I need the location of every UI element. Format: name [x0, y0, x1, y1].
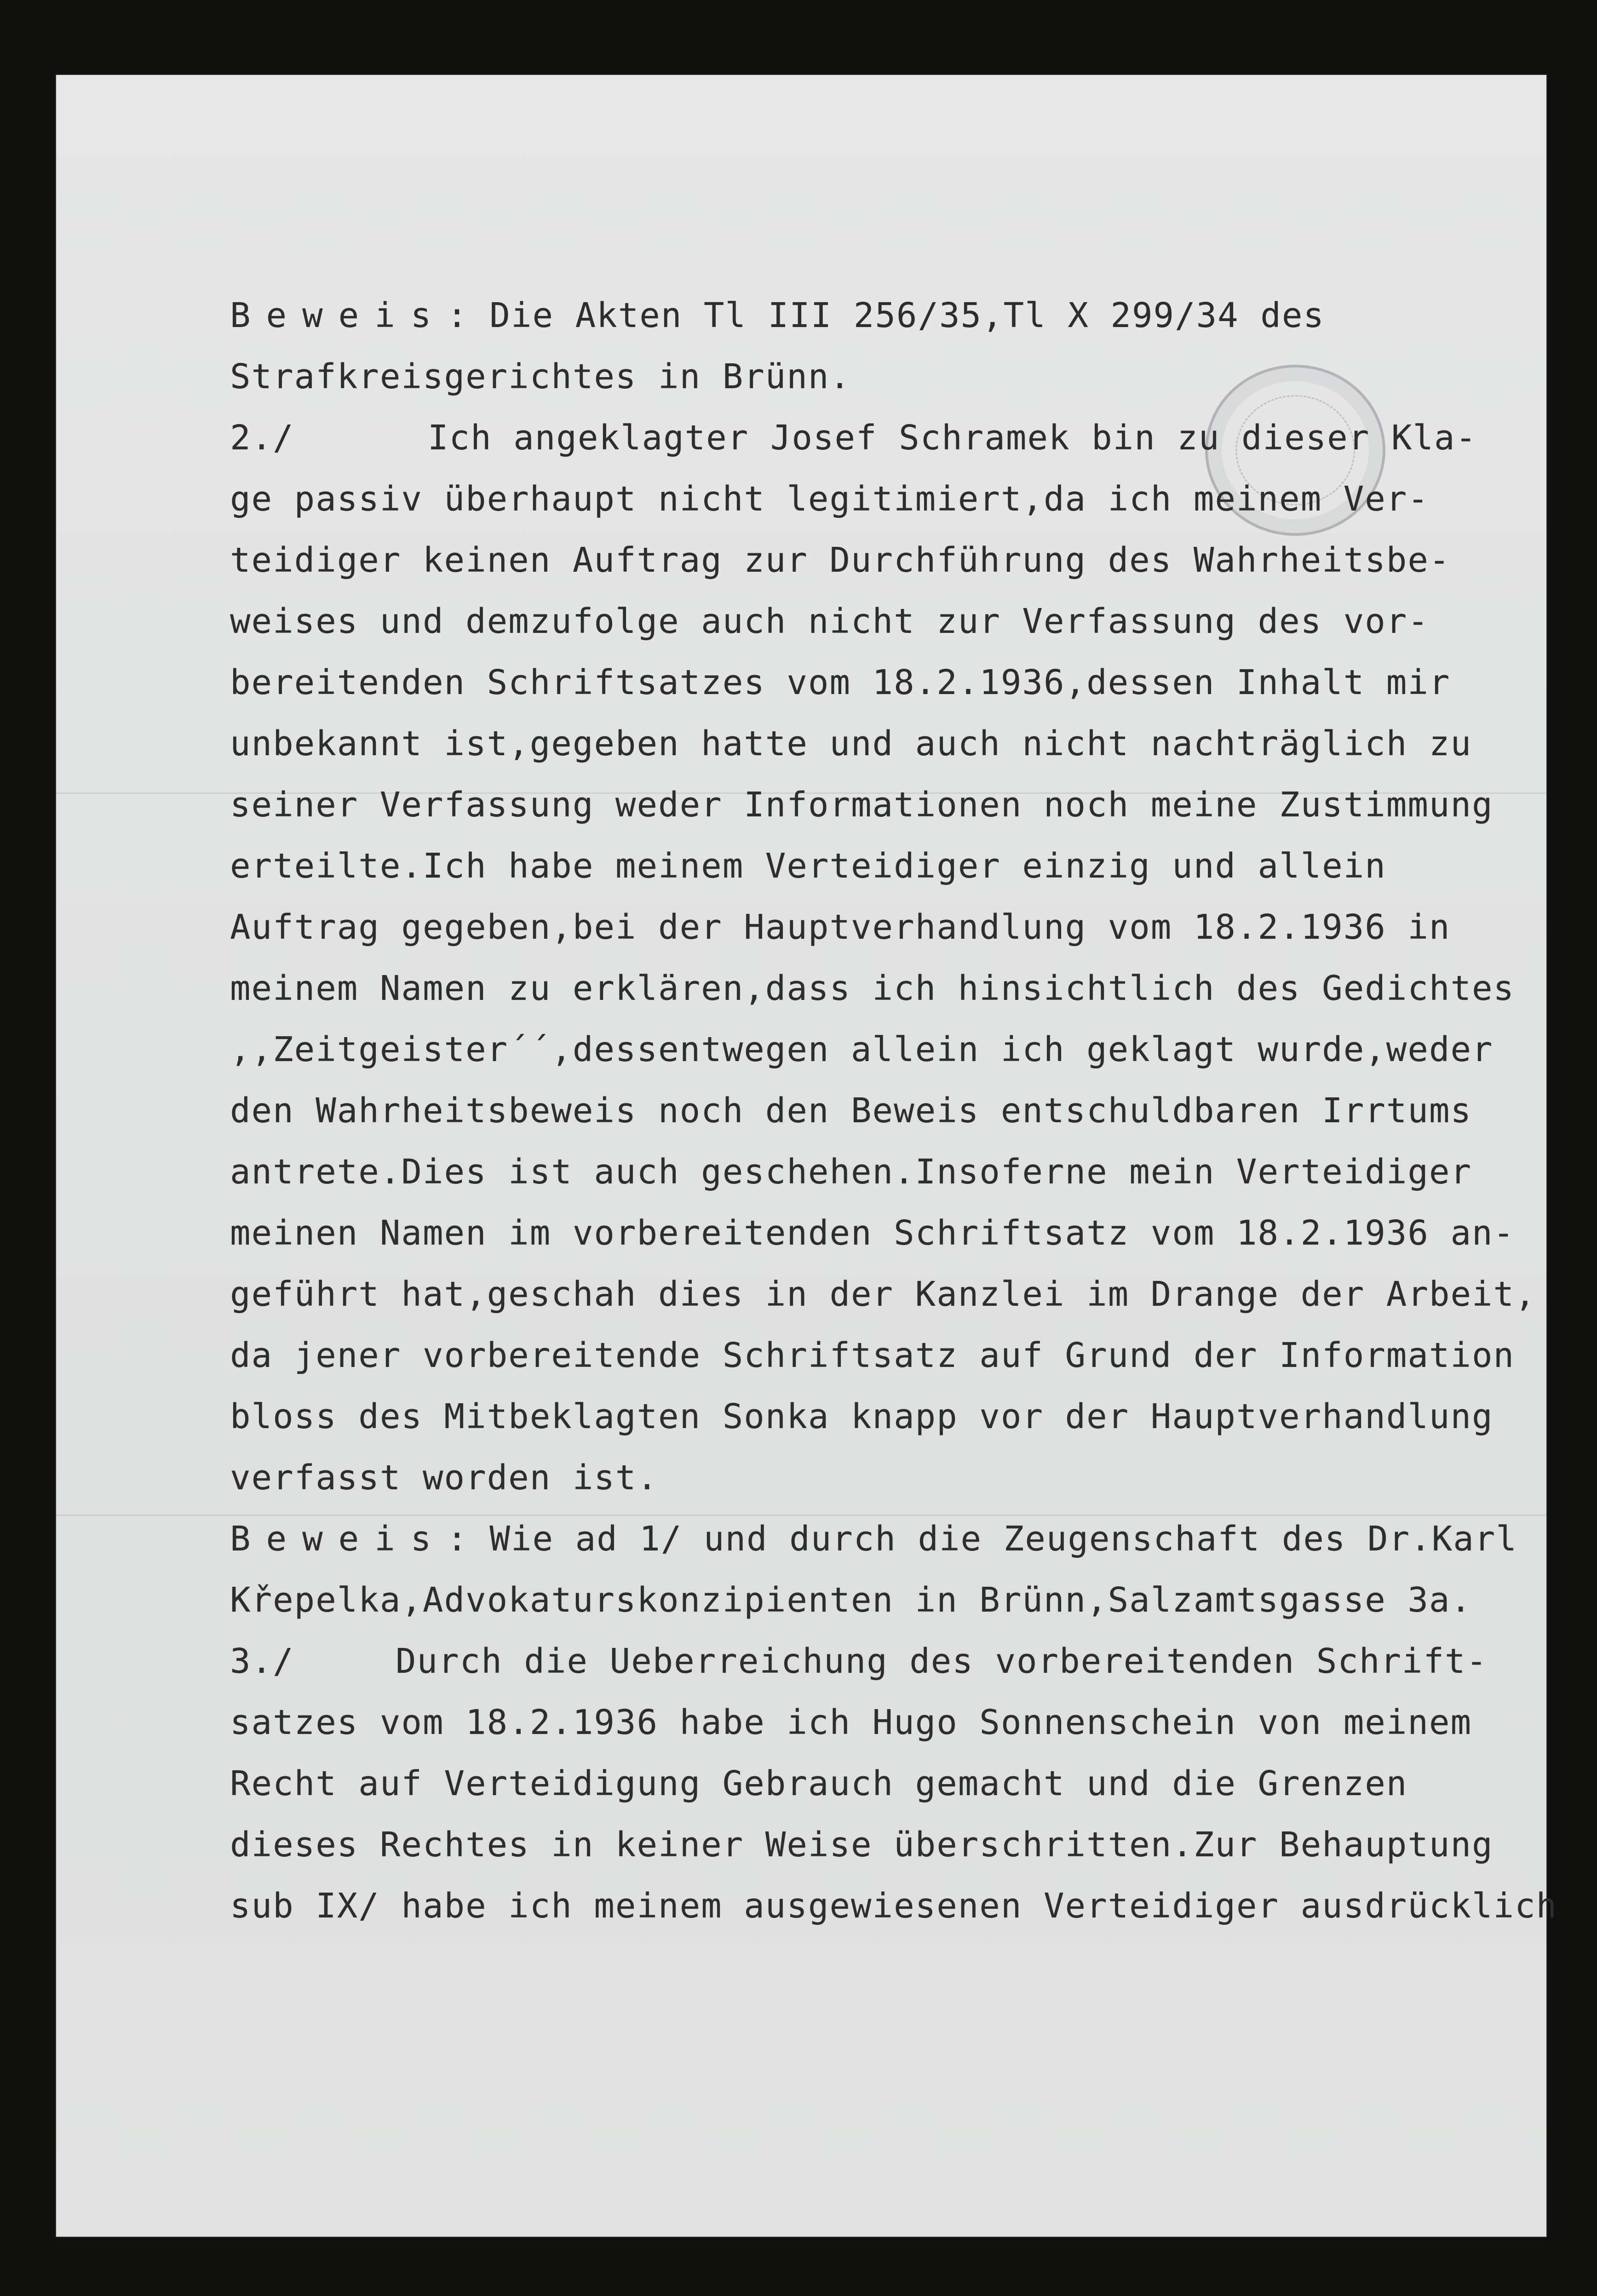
typed-line: bloss des Mitbeklagten Sonka knapp vor der Hauptverhandlung	[230, 1397, 1494, 1436]
typed-line	[230, 285, 1518, 346]
typed-text-body	[230, 285, 1558, 1937]
typed-line: den Wahrheitsbeweis noch den Beweis entschuldbaren Irrtums	[230, 1091, 1472, 1131]
typed-line	[230, 1509, 1518, 1570]
typed-line: da jener vorbereitende Schriftsatz auf Grund der Information	[230, 1336, 1515, 1375]
section-number: 2./	[230, 418, 294, 458]
typed-line: seiner Verfassung weder Informationen noch meine Zustimmung	[230, 785, 1494, 825]
typed-line	[230, 1631, 1518, 1692]
typed-line: bereitenden Schriftsatzes vom 18.2.1936,dessen Inhalt mir	[230, 663, 1451, 702]
typed-line: antrete.Dies ist auch geschehen.Insoferne mein Verteidiger	[230, 1152, 1472, 1192]
proof-label: Beweis	[230, 296, 447, 335]
proof-text: : Die Akten Tl III 256/35,Tl X 299/34 des	[447, 296, 1325, 335]
typed-line: erteilte.Ich habe meinem Verteidiger einzig und allein	[230, 846, 1386, 886]
section-number: 3./	[230, 1642, 294, 1681]
section-text: Durch die Ueberreichung des vorbereitenden Schrift-	[396, 1642, 1488, 1681]
typed-line: dieses Rechtes in keiner Weise überschritten.Zur Behauptung	[230, 1825, 1494, 1865]
typed-line: Recht auf Verteidigung Gebrauch gemacht und die Grenzen	[230, 1764, 1408, 1803]
typed-line: geführt hat,geschah dies in der Kanzlei im Drange der Arbeit,	[230, 1274, 1536, 1314]
typed-line: Strafkreisgerichtes in Brünn.	[230, 357, 851, 396]
proof-label: Beweis	[230, 1519, 447, 1559]
typed-line: teidiger keinen Auftrag zur Durchführung des Wahrheitsbe-	[230, 540, 1451, 580]
typed-line: unbekannt ist,gegeben hatte und auch nicht nachträglich zu	[230, 724, 1472, 763]
typed-line: ge passiv überhaupt nicht legitimiert,da ich meinem Ver-	[230, 479, 1429, 519]
typed-line: weises und demzufolge auch nicht zur Verfassung des vor-	[230, 602, 1429, 641]
typed-line: Křepelka,Advokaturskonzipienten in Brünn,Salzamtsgasse 3a.	[230, 1580, 1472, 1620]
typed-line: satzes vom 18.2.1936 habe ich Hugo Sonnenschein von meinem	[230, 1703, 1472, 1742]
section-text: Ich angeklagter Josef Schramek bin zu dieser Kla-	[428, 418, 1477, 458]
typed-line: meinen Namen im vorbereitenden Schriftsatz vom 18.2.1936 an-	[230, 1213, 1515, 1253]
typed-line: Auftrag gegeben,bei der Hauptverhandlung vom 18.2.1936 in	[230, 907, 1451, 947]
proof-text: : Wie ad 1/ und durch die Zeugenschaft des Dr.Karl	[447, 1519, 1517, 1559]
typed-line: meinem Namen zu erklären,dass ich hinsichtlich des Gedichtes	[230, 969, 1515, 1008]
typed-line: sub IX/ habe ich meinem ausgewiesenen Verteidiger ausdrücklich	[230, 1886, 1558, 1926]
typed-line: verfasst worden ist.	[230, 1458, 659, 1498]
typed-line: ,,Zeitgeister´´,dessentwegen allein ich geklagt wurde,weder	[230, 1030, 1494, 1069]
typed-line	[230, 408, 1518, 469]
